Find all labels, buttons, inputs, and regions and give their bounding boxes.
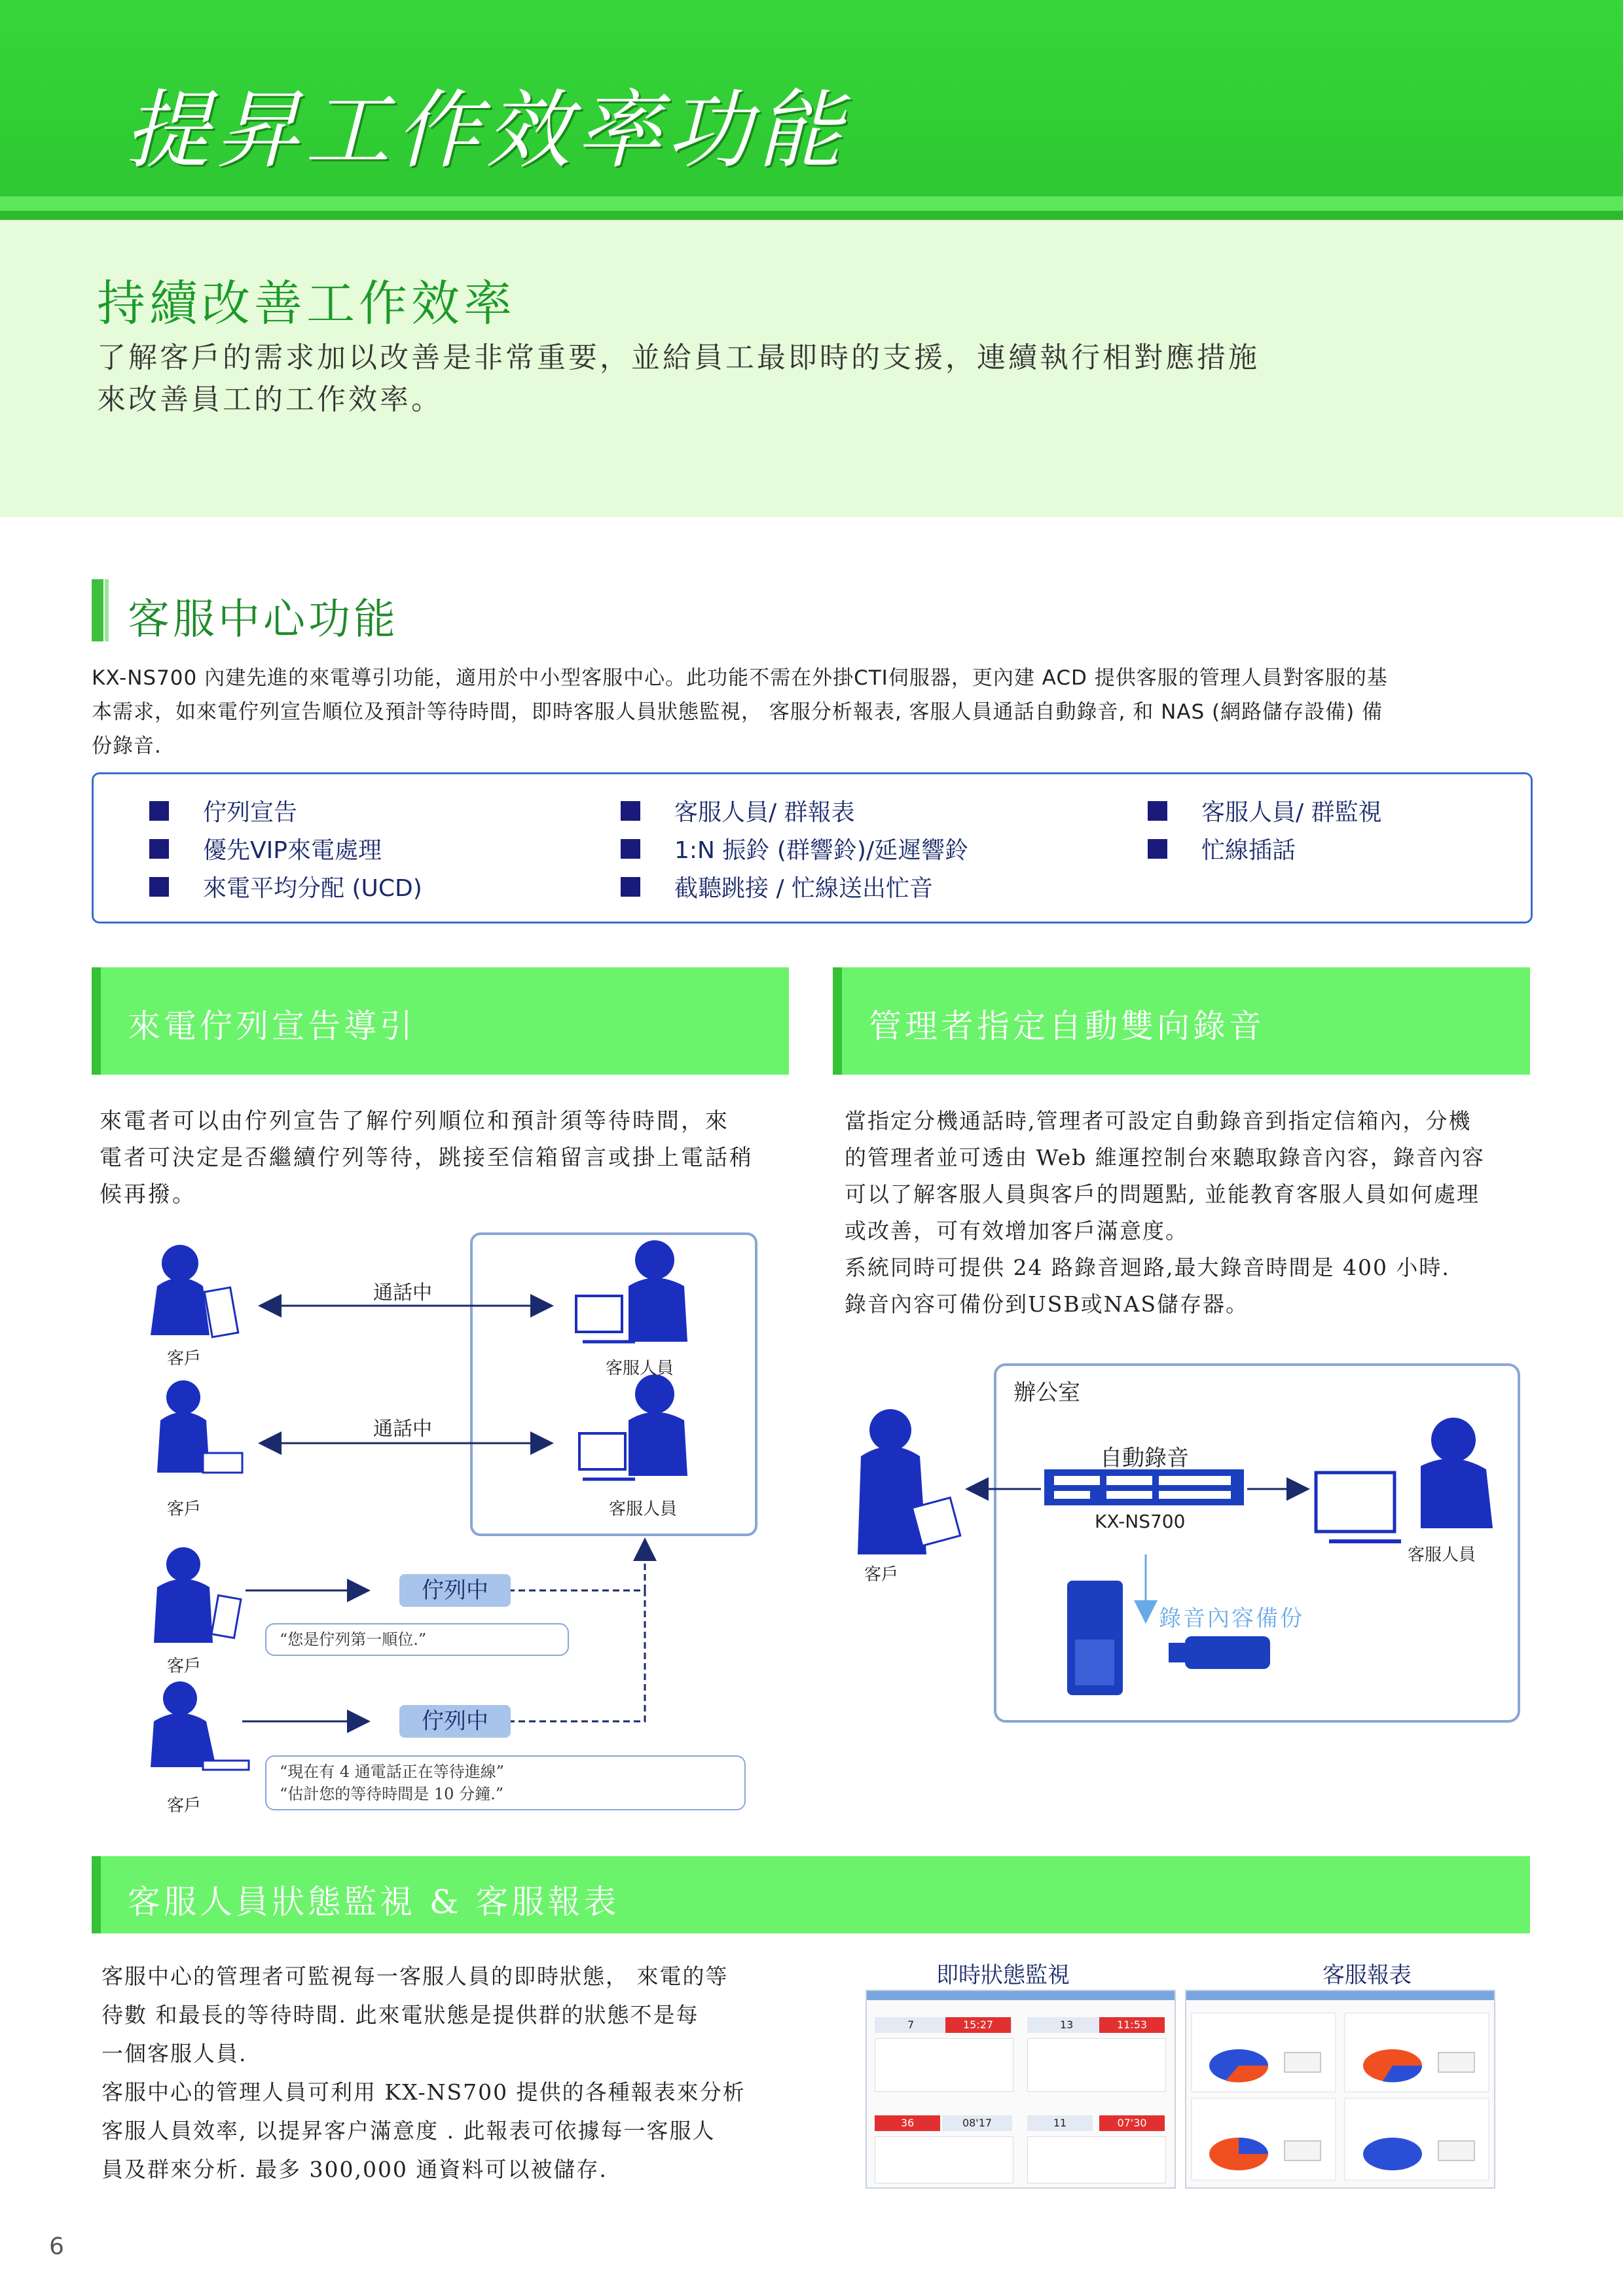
report-screenshot (1185, 1990, 1495, 2189)
queue-section-band (92, 967, 789, 1075)
square-bullet-icon (1148, 801, 1167, 821)
customer-label: 客戶 (167, 1657, 202, 1676)
record-line-3: 可以了解客服人員與客戶的問題點, 並能教育客服人員如何處理 (845, 1181, 1480, 1207)
pbx-device-icon (1044, 1469, 1244, 1505)
feature-item: 來電平均分配 (UCD) (149, 870, 422, 903)
report-pie-charts (1186, 2000, 1494, 2187)
customer-label: 客戶 (864, 1565, 899, 1585)
record-section-band (833, 967, 1530, 1075)
monitor-line-3: 一個客服人員. (101, 2041, 247, 2066)
customer-figure-icon (151, 1681, 249, 1770)
header-stripe (0, 196, 1623, 211)
section-heading: 客服中心功能 (128, 596, 399, 644)
queue-line-3: 候再撥。 (100, 1181, 196, 1208)
agent-figure-icon (576, 1240, 687, 1342)
monitor-line-2: 待數 和最長的等待時間. 此來電狀態是提供群的狀態不是每 (101, 2002, 699, 2028)
queue-line-2: 電者可決定是否繼續佇列等待，跳接至信箱留言或掛上電話稍 (100, 1145, 754, 1171)
record-description (845, 1103, 1539, 1323)
intro-heading: 持續改善工作效率 (97, 276, 516, 332)
queue-line-1: 來電者可以由佇列宣告了解佇列順位和預計須等待時間，來 (100, 1108, 729, 1134)
square-bullet-icon (149, 801, 169, 821)
queue-announcement-1: “您是佇列第一順位.” (265, 1623, 569, 1656)
agent-figure-icon (579, 1374, 687, 1479)
agent-label: 客服人員 (1408, 1545, 1476, 1565)
feature-item: 截聽跳接 / 忙線送出忙音 (621, 870, 933, 903)
customer-label: 客戶 (167, 1499, 202, 1519)
square-bullet-icon (149, 877, 169, 897)
agent-label: 客服人員 (609, 1499, 678, 1519)
record-line-2: 的管理者並可透由 Web 維運控制台來聽取錄音內容，錄音內容 (845, 1145, 1485, 1170)
intro-text (97, 337, 1406, 421)
page-title: 提昇工作效率功能 (124, 81, 848, 180)
page-number: 6 (49, 2233, 64, 2260)
intro-line-2: 來改善員工的工作效率。 (97, 383, 443, 416)
feature-list-box (92, 772, 1533, 924)
square-bullet-icon (149, 839, 169, 859)
record-line-6: 錄音內容可備份到USB或NAS儲存器。 (845, 1291, 1249, 1317)
monitor-line-1: 客服中心的管理者可監視每一客服人員的即時狀態， 來電的等 (101, 1964, 729, 1989)
record-line-1: 當指定分機通話時,管理者可設定自動錄音到指定信箱內，分機 (845, 1108, 1472, 1134)
backup-label: 錄音內容備份 (1159, 1605, 1304, 1632)
talking-label: 通話中 (373, 1282, 432, 1304)
monitor-description (101, 1957, 815, 2189)
record-line-5: 系統同時可提供 24 路錄音迴路,最大錄音時間是 400 小時. (845, 1255, 1450, 1280)
section-line-2: 本需求，如來電佇列宣告順位及預計等待時間，即時客服人員狀態監視， 客服分析報表, 客服人員通話自動錄音, 和 NAS (網路儲存設備) 備 (92, 700, 1383, 724)
square-bullet-icon (1148, 839, 1167, 859)
section-line-3: 份錄音. (92, 734, 162, 758)
monitor-line-6: 員及群來分析. 最多 300,000 通資料可以被儲存. (101, 2157, 608, 2182)
customer-figure-icon (154, 1547, 241, 1643)
feature-item: 客服人員/ 群監視 (1148, 794, 1382, 827)
customer-figure-icon (151, 1245, 238, 1337)
section-description (92, 661, 1539, 763)
queue-status-pill: 佇列中 (399, 1705, 511, 1738)
nas-storage-icon (1067, 1581, 1123, 1695)
feature-item: 客服人員/ 群報表 (621, 794, 855, 827)
queue-section-title: 來電佇列宣告導引 (128, 1007, 416, 1045)
customer-label: 客戶 (167, 1796, 202, 1816)
model-label: KX-NS700 (1095, 1511, 1186, 1532)
record-line-4: 或改善，可有效增加客戶滿意度。 (845, 1218, 1188, 1244)
record-section-title: 管理者指定自動雙向錄音 (869, 1007, 1265, 1045)
square-bullet-icon (621, 801, 640, 821)
monitor-line-4: 客服中心的管理人員可利用 KX-NS700 提供的各種報表來分析 (101, 2079, 746, 2105)
queue-status-pill: 佇列中 (399, 1574, 511, 1607)
agent-figure-icon (1316, 1418, 1493, 1541)
live-monitor-label: 即時狀態監視 (936, 1962, 1070, 1988)
monitor-line-5: 客服人員效率, 以提昇客户滿意度 . 此報表可依據每一客服人 (101, 2118, 716, 2144)
queue-announcement-2: “現在有 4 通電話正在等待進線” “估計您的等待時間是 10 分鐘.” (265, 1755, 746, 1810)
auto-record-label: 自動錄音 (1100, 1445, 1189, 1471)
square-bullet-icon (621, 839, 640, 859)
queue-dashed-line-2 (445, 1590, 645, 1721)
usb-drive-icon (1169, 1636, 1270, 1669)
talking-label: 通話中 (373, 1418, 432, 1441)
customer-figure-icon (858, 1409, 960, 1554)
agent-label: 客服人員 (606, 1359, 674, 1378)
queue-description (100, 1103, 793, 1213)
office-label: 辦公室 (1013, 1380, 1080, 1406)
intro-line-1: 了解客戶的需求加以改善是非常重要，並給員工最即時的支援，連續執行相對應措施 (97, 341, 1260, 374)
agent-group-frame (471, 1234, 756, 1535)
section-marker (92, 579, 103, 641)
report-label: 客服報表 (1322, 1962, 1412, 1988)
section-line-1: KX-NS700 內建先進的來電導引功能，適用於中小型客服中心。此功能不需在外掛CTI伺服器，更內建 ACD 提供客服的管理人員對客服的基 (92, 666, 1388, 690)
feature-item: 1:N 振鈴 (群響鈴)/延遲響鈴 (621, 832, 968, 865)
feature-item: 忙線插話 (1148, 832, 1296, 865)
header-stripe-dark (0, 211, 1623, 220)
feature-item: 佇列宣告 (149, 794, 297, 827)
monitor-section-band (92, 1856, 1530, 1933)
customer-label: 客戶 (167, 1349, 202, 1369)
live-monitor-screenshot: 7 15:27 13 11:53 36 08'17 11 07'30 (866, 1990, 1176, 2189)
feature-item: 優先VIP來電處理 (149, 832, 382, 865)
section-marker-light (105, 579, 109, 641)
customer-figure-icon (157, 1380, 242, 1473)
square-bullet-icon (621, 877, 640, 897)
monitor-section-title: 客服人員狀態監視 & 客服報表 (128, 1883, 620, 1921)
